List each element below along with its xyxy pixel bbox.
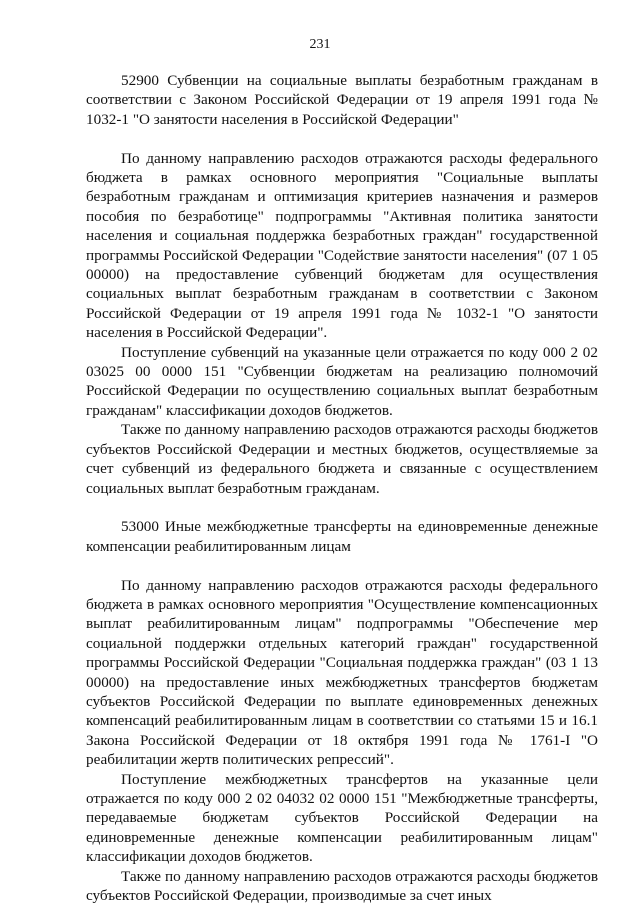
- paragraph: По данному направлению расходов отражаются расходы федерального бюджета в рамках основного мероприятия "Осуществление компенсационных выплат реабилитированным лицам" подпрограммы "Обеспечение мер социальной поддержки отдельных категорий граждан" государственной программы Российской Федерации "Социальная поддержка граждан" (03 1 13 00000) на предоставление иных межбюджетных трансфертов бюджетам субъектов Российской Федерации по выплате единовременных денежных компенсаций реабилитированным лицам в соответствии со статьями 15 и 16.1 Закона Российской Федерации от 18 октября 1991 года № 1761-I "О реабилитации жертв политических репрессий".: [86, 576, 598, 769]
- spacer: [86, 556, 598, 575]
- paragraph: Также по данному направлению расходов отражаются расходы бюджетов субъектов Российской Федерации, производимые за счет иных: [86, 867, 598, 905]
- paragraph: По данному направлению расходов отражаются расходы федерального бюджета в рамках основного мероприятия "Социальные выплаты безработным гражданам и оптимизация критериев назначения и размеров пособия по безработице" подпрограммы "Активная политика занятости населения и социальная поддержка безработных граждан" государственной программы Российской Федерации "Содействие занятости населения" (07 1 05 00000) на предоставление субвенций бюджетам для осуществления социальных выплат безработным гражданам в соответствии с Законом Российской Федерации от 19 апреля 1991 года № 1032-1 "О занятости населения в Российской Федерации".: [86, 149, 598, 342]
- document-body: [86, 71, 598, 905]
- section-heading-53000: 53000 Иные межбюджетные трансферты на единовременные денежные компенсации реабилитированным лицам: [86, 518, 598, 555]
- page-number: 231: [309, 37, 331, 52]
- section-heading-52900: 52900 Субвенции на социальные выплаты безработным гражданам в соответствии с Законом Российской Федерации от 19 апреля 1991 года № 1032-1 "О занятости населения в Российской Федерации": [86, 72, 598, 128]
- spacer: [86, 498, 598, 517]
- paragraph: Поступление межбюджетных трансфертов на указанные цели отражается по коду 000 2 02 04032 02 0000 151 "Межбюджетные трансферты, передаваемые бюджетам субъектов Российской Федерации на единовременные денежные компенсации реабилитированным лицам" классификации доходов бюджетов.: [86, 770, 598, 866]
- spacer: [86, 129, 598, 148]
- paragraph: Также по данному направлению расходов отражаются расходы бюджетов субъектов Российской Федерации и местных бюджетов, осуществляемые за счет субвенций из федерального бюджета и связанные с осуществлением социальных выплат безработным гражданам.: [86, 421, 598, 497]
- paragraph: Поступление субвенций на указанные цели отражается по коду 000 2 02 03025 00 0000 151 "Субвенции бюджетам на реализацию полномочий Российской Федерации по осуществлению социальных выплат безработным гражданам" классификации доходов бюджетов.: [86, 343, 598, 419]
